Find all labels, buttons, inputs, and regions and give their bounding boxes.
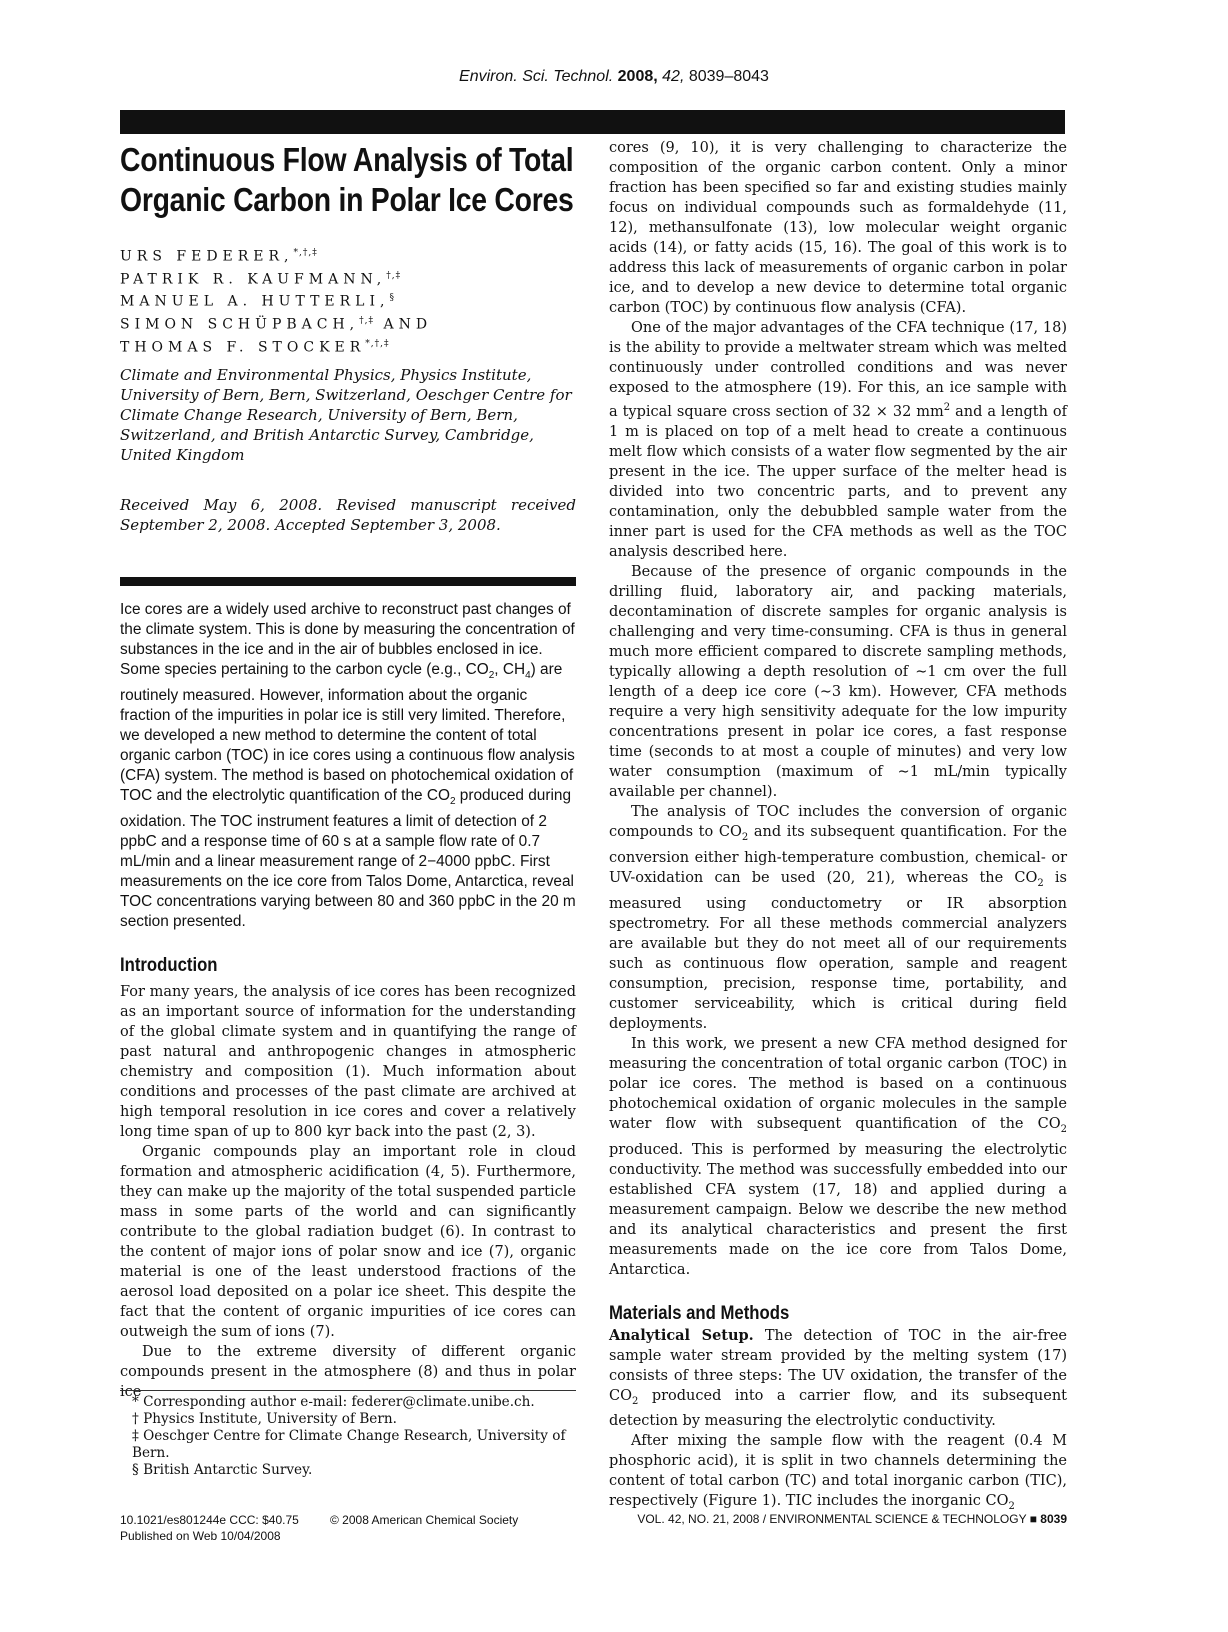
- footnote: * Corresponding author e-mail: federer@climate.unibe.ch.: [132, 1394, 535, 1410]
- author: MANUEL A. HUTTERLI,§: [120, 293, 395, 310]
- copyright: © 2008 American Chemical Society: [330, 1513, 519, 1527]
- author: URS FEDERER,*,†,‡: [120, 248, 318, 265]
- left-column: [120, 138, 576, 1402]
- body-text: [609, 138, 1067, 1280]
- title-line: Continuous Flow Analysis of Total: [120, 141, 574, 178]
- article-title: [120, 138, 584, 220]
- title-line: Organic Carbon in Polar Ice Cores: [120, 181, 574, 218]
- journal-volume: 42,: [662, 68, 685, 85]
- right-column: [609, 138, 1067, 1517]
- author: THOMAS F. STOCKER*,†,‡: [120, 338, 390, 356]
- affiliation: Climate and Environmental Physics, Physics Institute, University of Bern, Bern, Switzerland, Oeschger Centre for Climate Change Research, University of Bern, Bern, Switzerland, and British Antarctic Survey, Cambridge, United Kingdom: [120, 366, 572, 465]
- footnote-rule: [120, 1390, 576, 1391]
- paragraph: Due to the extreme diversity of different organic compounds present in the atmosphere (8) and thus in polar ice: [120, 1344, 576, 1401]
- paragraph: In this work, we present a new CFA method designed for measuring the concentration of total organic carbon (TOC) in polar ice cores. The method is based on a continuous photochemical oxidation of organic molecules in the sample water flow with subsequent quantification of the $CO_2$ produced. This is performed by measuring the electrolytic conductivity. The method was successfully embedded into our established CFA system (17, 18) and applied during a measurement campaign. Below we describe the new method and its analytical characteristics and present the first measurements made on the ice core from Talos Dome, Antarctica.: [609, 1035, 1067, 1278]
- footer-right: [637, 1512, 1067, 1526]
- author: PATRIK R. KAUFMANN,†,‡: [120, 270, 402, 288]
- footer-left: [120, 1512, 519, 1544]
- top-rule: [120, 110, 1065, 134]
- methods-text: [609, 1326, 1067, 1518]
- introduction-heading: Introduction: [120, 955, 218, 977]
- paragraph: Organic compounds play an important role in cloud formation and atmospheric acidification (4, 5). Furthermore, they can make up the majority of the total suspended particle mass in some parts of the world and can significantly contribute to the global radiation budget (6). In contrast to the content of major ions of polar snow and ice (7), organic material is one of the least understood fractions of the aerosol load deposited on a polar ice sheet. This despite the fact that the content of organic impurities of ice cores can outweigh the sum of ions (7).: [120, 1144, 576, 1341]
- author: SIMON SCHÜPBACH,†,‡ AND: [120, 315, 433, 333]
- page-number: 8039: [1040, 1512, 1067, 1526]
- footnote: † Physics Institute, University of Bern.: [132, 1411, 397, 1427]
- paragraph: Analytical Setup. The detection of TOC in the air-free sample water stream provided by the melting system (17) consists of three steps: The UV oxidation, the transfer of the $CO_2$ produced into a carrier flow, and its subsequent detection by measuring the electrolytic conductivity.: [609, 1326, 1068, 1430]
- paragraph: cores (9, 10), it is very challenging to characterize the composition of the organic carbon content. Only a minor fraction has been specified so far and existing studies mainly focus on individual compounds such as formaldehyde (11, 12), methansulfonate (13), low molecular weight organic acids (14), or fatty acids (15, 16). The goal of this work is to address this lack of measurements of organic carbon in polar ice, and to develop a new device to determine total organic carbon (TOC) by continuous flow analysis (CFA).: [609, 140, 1067, 316]
- paragraph: After mixing the sample flow with the reagent (0.4 M phosphoric acid), it is split in two channels determining the content of total carbon (TC) and total inorganic carbon (TIC), respectively (Figure 1). TIC includes the inorganic $CO_2$: [609, 1433, 1067, 1513]
- bullet: ■: [1029, 1512, 1037, 1526]
- journal-name: Environ. Sci. Technol.: [459, 68, 614, 85]
- journal-pages: 8039–8043: [688, 68, 769, 85]
- journal-year: 2008,: [617, 68, 658, 85]
- footnote: § British Antarctic Survey.: [132, 1462, 313, 1478]
- introduction-text: [120, 982, 576, 1402]
- paragraph: Because of the presence of organic compounds in the drilling fluid, laboratory air, and packing materials, decontamination of discrete samples for organic analysis is challenging and very time-consuming. CFA is thus in general much more efficient compared to discrete sampling methods, typically allowing a depth resolution of ∼1 cm over the full length of a deep ice core (∼3 km). However, CFA methods require a very high sensitivity adequate for the low impurity concentrations present in polar ice cores, a fast response time (seconds to at most a couple of minutes) and very low water consumption (maximum of ∼1 mL/min typically available per channel).: [609, 563, 1067, 800]
- footnote: ‡ Oeschger Centre for Climate Change Research, University of Bern.: [132, 1428, 566, 1461]
- journal-header: [0, 68, 1228, 86]
- footnotes: [132, 1394, 576, 1479]
- issue-info: VOL. 42, NO. 21, 2008 / ENVIRONMENTAL SCIENCE & TECHNOLOGY: [637, 1512, 1027, 1526]
- paragraph: For many years, the analysis of ice cores has been recognized as an important source of information for the understanding of the global climate system and in quantifying the range of past natural and anthropogenic changes in atmospheric chemistry and composition (1). Much information about conditions and processes of the past climate are archived at high temporal resolution in ice cores and cover a relatively long time span of up to 800 kyr back into the past (2, 3).: [120, 984, 576, 1141]
- abstract: Ice cores are a widely used archive to reconstruct past changes of the climate system. This is done by measuring the concentration of substances in the ice and in the air of bubbles enclosed in ice. Some species pertaining to the carbon cycle (e.g., $CO_2$, $CH_4$) are routinely measured. However, information about the organic fraction of the impurities in polar ice is still very limited. Therefore, we developed a new method to determine the content of total organic carbon (TOC) in ice cores using a continuous flow analysis (CFA) system. The method is based on photochemical oxidation of TOC and the electrolytic quantification of the $CO_2$ produced during oxidation. The TOC instrument features a limit of detection of 2 ppbC and a response time of 60 s at a sample flow rate of 0.7 mL/min and a linear measurement range of 2−4000 ppbC. First measurements on the ice core from Talos Dome, Antarctica, reveal TOC concentrations varying between 80 and 360 ppbC in the 20 m section presented.: [120, 601, 576, 931]
- published-date: Published on Web 10/04/2008: [120, 1529, 281, 1543]
- paragraph: One of the major advantages of the CFA technique (17, 18) is the ability to provide a meltwater stream which was melted continuously under controlled conditions and was never exposed to the atmosphere (19). For this, an ice sample with a typical square cross section of 32 × 32 $mm^2$ and a length of 1 m is placed on top of a melt head to create a continuous melt flow which consists of a water flow segmented by the air present in the ice. The upper surface of the melter head is divided into two concentric parts, and to prevent any contamination, only the debubbled sample water from the inner part is used for the CFA methods as well as the TOC analysis described here.: [609, 320, 1067, 560]
- materials-methods-heading: Materials and Methods: [609, 1302, 790, 1324]
- author-list: [120, 244, 576, 357]
- abstract-rule: [120, 577, 576, 586]
- received-dates: Received May 6, 2008. Revised manuscript received September 2, 2008. Accepted September 3, 2008.: [120, 496, 576, 535]
- doi: 10.1021/es801244e CCC: $40.75: [120, 1513, 299, 1527]
- paragraph: The analysis of TOC includes the conversion of organic compounds to $CO_2$ and its subsequent quantification. For the conversion either high-temperature combustion, chemical- or UV-oxidation can be used (20, 21), whereas the $CO_2$ is measured using conductometry or IR absorption spectrometry. For all these methods commercial analyzers are available but they do not meet all of our requirements such as continuous flow operation, sample and reagent consumption, precision, response time, portability, and customer serviceability, which is critical during field deployments.: [609, 803, 1067, 1032]
